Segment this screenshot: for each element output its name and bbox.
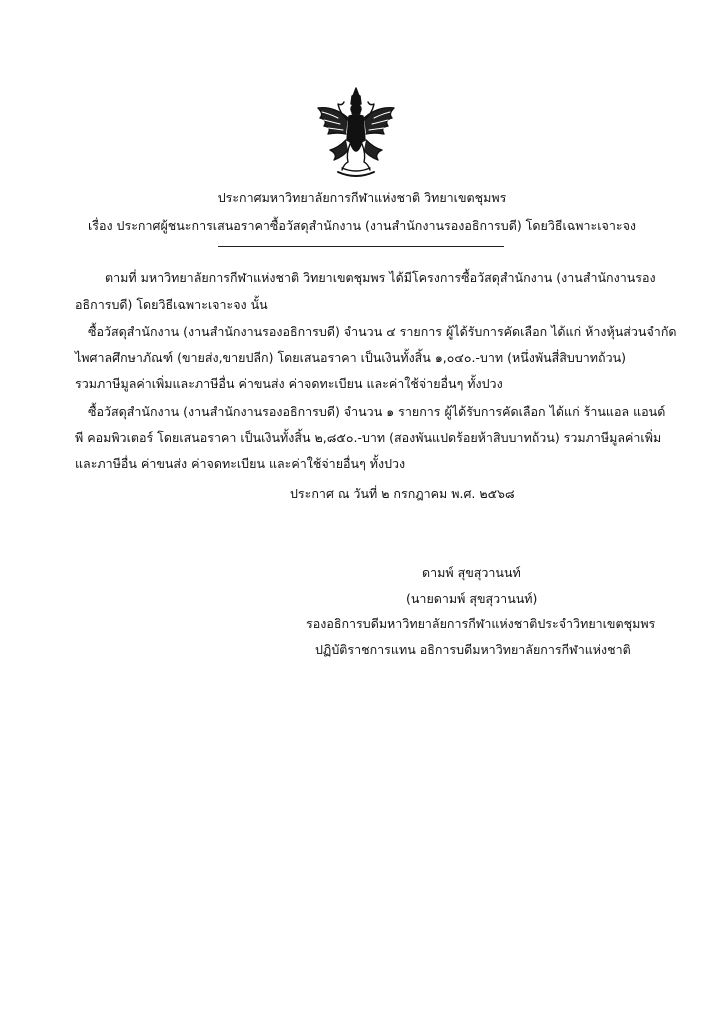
item2-line-2: พี คอมพิวเตอร์ โดยเสนอราคา เป็นเงินทั้งสิ้น ๒,๘๕๐.-บาท (สองพันแปดร้อยห้าสิบบาทถ้วน) รวมภาษีมูลค่าเพิ่ม [75, 430, 662, 445]
signer-full-name: (นายดามพ์ สุขสุวานนท์) [406, 591, 538, 606]
document-title: ประกาศมหาวิทยาลัยการกีฬาแห่งชาติ วิทยาเขตชุมพร [217, 190, 507, 205]
item2-line-1: ซื้อวัสดุสำนักงาน (งานสำนักงานรองอธิการบดี) จำนวน ๑ รายการ ผู้ได้รับการคัดเลือก ได้แก่ ร้านแอล แอนด์ [88, 404, 666, 419]
signer-position: รองอธิการบดีมหาวิทยาลัยการกีฬาแห่งชาติประจำวิทยาเขตชุมพร [306, 616, 656, 631]
document-subject: เรื่อง ประกาศผู้ชนะการเสนอราคาซื้อวัสดุสำนักงาน (งานสำนักงานรองอธิการบดี) โดยวิธีเฉพาะเจาะจง [87, 218, 636, 233]
intro-line-1: ตามที่ มหาวิทยาลัยการกีฬาแห่งชาติ วิทยาเขตชุมพร ได้มีโครงการซื้อวัสดุสำนักงาน (งานสำนักงานรอง [105, 270, 656, 285]
intro-line-2: อธิการบดี) โดยวิธีเฉพาะเจาะจง นั้น [75, 297, 268, 312]
announce-date: ประกาศ ณ วันที่ ๒ กรกฎาคม พ.ศ. ๒๕๖๘ [290, 486, 515, 501]
header-divider [218, 246, 504, 247]
item2-line-3: และภาษีอื่น ค่าขนส่ง ค่าจดทะเบียน และค่าใช้จ่ายอื่นๆ ทั้งปวง [75, 456, 406, 471]
garuda-emblem-icon [308, 84, 404, 182]
signature-name: ดามพ์ สุขสุวานนท์ [422, 565, 521, 580]
item1-line-1: ซื้อวัสดุสำนักงาน (งานสำนักงานรองอธิการบดี) จำนวน ๔ รายการ ผู้ได้รับการคัดเลือก ได้แก่ ห้างหุ้นส่วนจำกัด [88, 324, 677, 339]
item1-line-3: รวมภาษีมูลค่าเพิ่มและภาษีอื่น ค่าขนส่ง ค่าจดทะเบียน และค่าใช้จ่ายอื่นๆ ทั้งปวง [75, 376, 503, 391]
item1-line-2: ไพศาลศึกษาภัณฑ์ (ขายส่ง,ขายปลีก) โดยเสนอราคา เป็นเงินทั้งสิ้น ๑,๐๔๐.-บาท (หนึ่งพันสี่สิบบาทถ้วน) [75, 350, 627, 365]
signer-acting-role: ปฏิบัติราชการแทน อธิการบดีมหาวิทยาลัยการกีฬาแห่งชาติ [315, 642, 631, 657]
